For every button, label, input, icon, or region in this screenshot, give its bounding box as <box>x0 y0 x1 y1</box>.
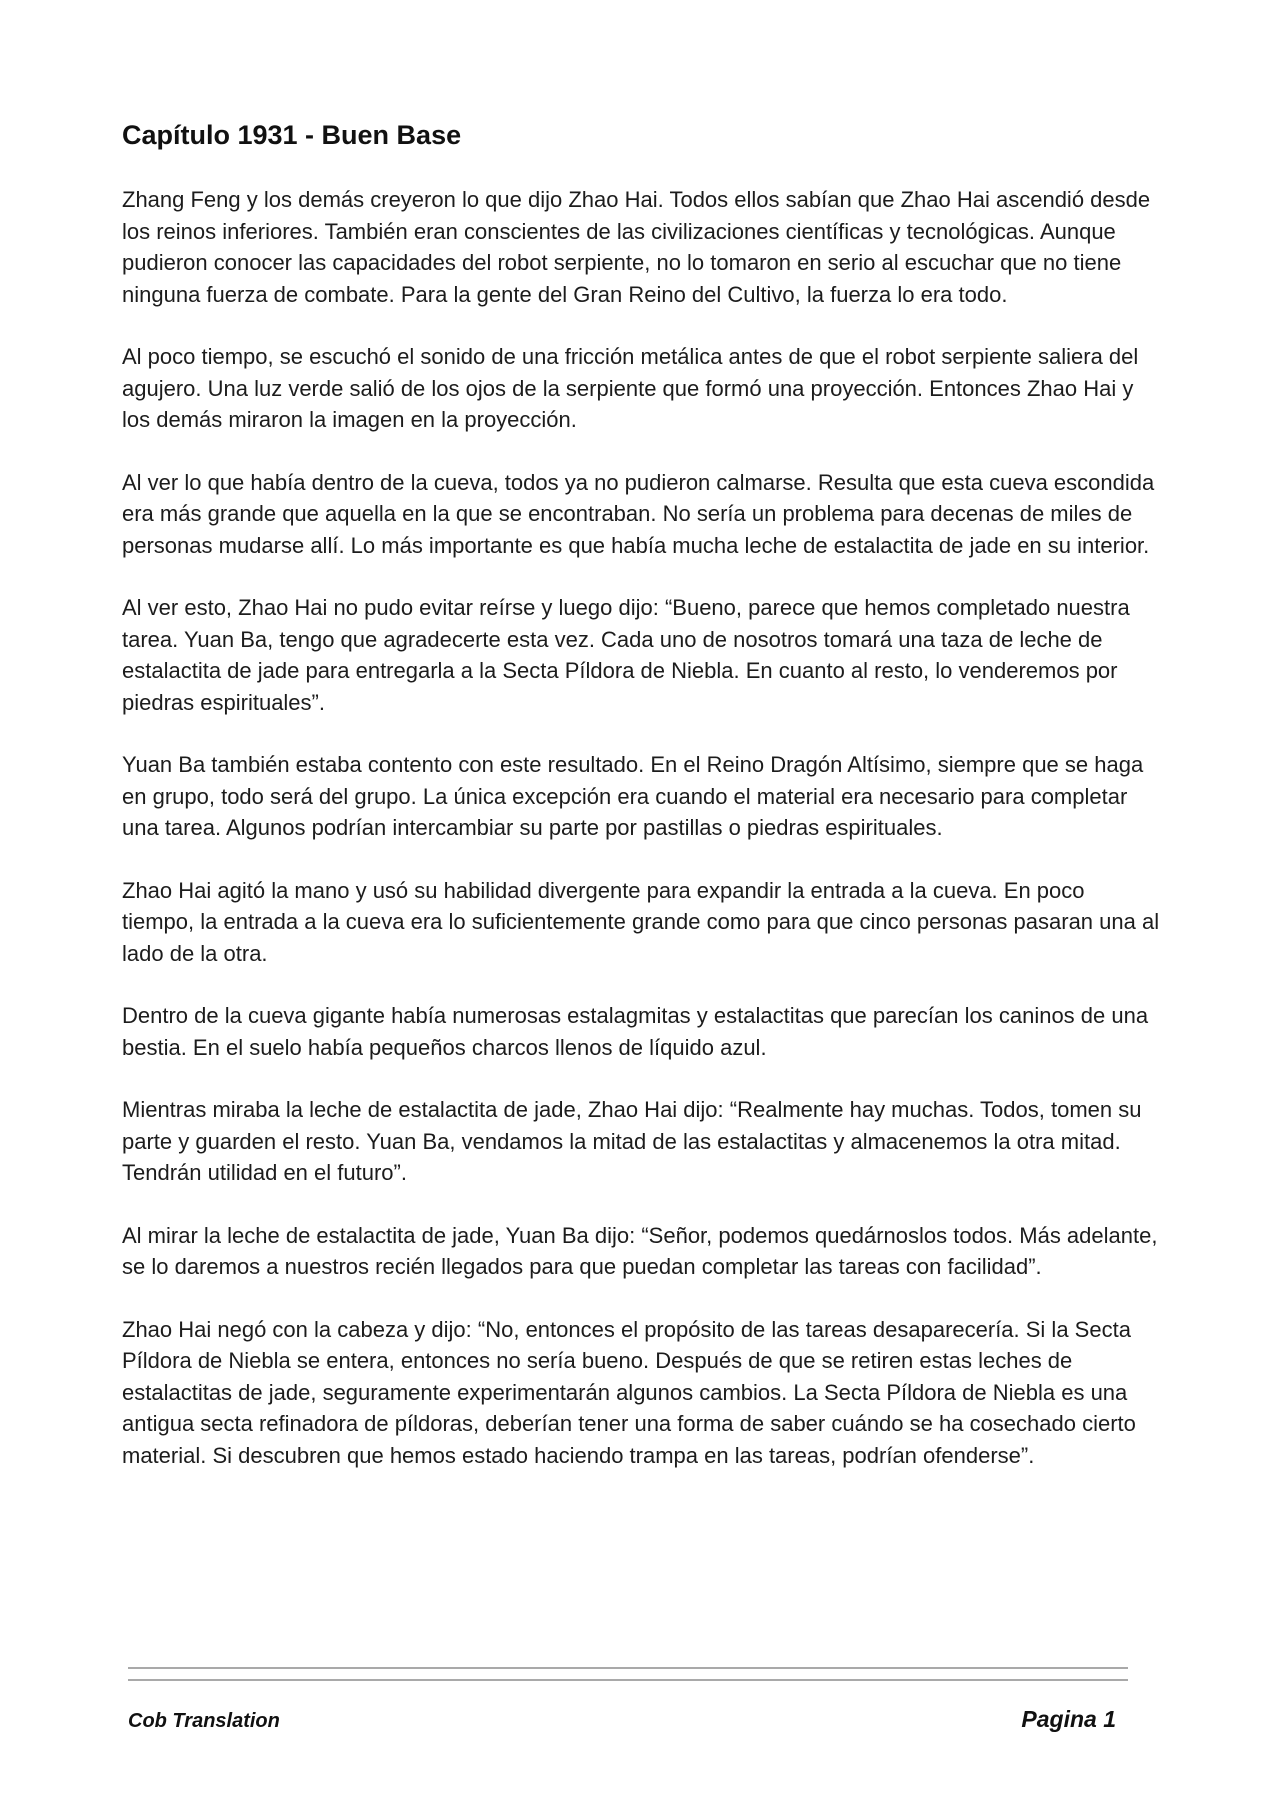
paragraph: Zhao Hai negó con la cabeza y dijo: “No, entonces el propósito de las tareas desaparecería. Si la Secta Píldora de Niebla se entera, entonces no sería bueno. Después de que se retiren estas leches de estalactitas de jade, seguramente experimentarán algunos cambios. La Secta Píldora de Niebla es una antigua secta refinadora de píldoras, deberían tener una forma de saber cuándo se ha cosechado cierto material. Si descubren que hemos estado haciendo trampa en las tareas, podrían ofenderse”. <box>122 1316 1136 1468</box>
chapter-title: Capítulo 1931 - Buen Base <box>122 120 462 150</box>
paragraph: Al ver lo que había dentro de la cueva, todos ya no pudieron calmarse. Resulta que esta cueva escondida era más grande que aquella en la que se encontraban. No sería un problema para decenas de miles de personas mudarse allí. Lo más importante es que había mucha leche de estalactita de jade en su interior. <box>122 469 1155 558</box>
paragraph: Dentro de la cueva gigante había numerosas estalagmitas y estalactitas que parecían los caninos de una bestia. En el suelo había pequeños charcos llenos de líquido azul. <box>122 1003 1149 1060</box>
footer-divider <box>128 1667 1128 1669</box>
paragraph: Al ver esto, Zhao Hai no pudo evitar reírse y luego dijo: “Bueno, parece que hemos completado nuestra tarea. Yuan Ba, tengo que agradecerte esta vez. Cada uno de nosotros tomará una taza de leche de estalactita de jade para entregarla a la Secta Píldora de Niebla. En cuanto al resto, lo venderemos por piedras espirituales”. <box>122 595 1130 715</box>
paragraph: Zhang Feng y los demás creyeron lo que dijo Zhao Hai. Todos ellos sabían que Zhao Hai ascendió desde los reinos inferiores. También eran conscientes de las civilizaciones científicas y tecnológicas. Aunque pudieron conocer las capacidades del robot serpiente, no lo tomaron en serio al escuchar que no tiene ninguna fuerza de combate. Para la gente del Gran Reino del Cultivo, la fuerza lo era todo. <box>122 187 1151 307</box>
paragraph: Mientras miraba la leche de estalactita de jade, Zhao Hai dijo: “Realmente hay muchas. Todos, tomen su parte y guarden el resto. Yuan Ba, vendamos la mitad de las estalactitas y almacenemos la otra mitad. Tendrán utilidad en el futuro”. <box>122 1097 1142 1185</box>
footer-credit: Cob Translation <box>128 1710 280 1732</box>
paragraph: Al poco tiempo, se escuchó el sonido de una fricción metálica antes de que el robot serpiente saliera del agujero. Una luz verde salió de los ojos de la serpiente que formó una proyección. Entonces Zhao Hai y los demás miraron la imagen en la proyección. <box>122 344 1139 432</box>
page-number: Pagina 1 <box>1021 1706 1116 1732</box>
paragraph: Al mirar la leche de estalactita de jade, Yuan Ba dijo: “Señor, podemos quedárnoslos todos. Más adelante, se lo daremos a nuestros recién llegados para que puedan completar las tareas con facilidad”. <box>122 1222 1158 1279</box>
paragraph: Yuan Ba también estaba contento con este resultado. En el Reino Dragón Altísimo, siempre que se haga en grupo, todo será del grupo. La única excepción era cuando el material era necesario para completar una tarea. Algunos podrían intercambiar su parte por pastillas o piedras espirituales. <box>122 752 1144 840</box>
paragraph: Zhao Hai agitó la mano y usó su habilidad divergente para expandir la entrada a la cueva. En poco tiempo, la entrada a la cueva era lo suficientemente grande como para que cinco personas pasaran una al lado de la otra. <box>122 877 1160 966</box>
chapter-body <box>122 184 1162 1502</box>
footer-divider <box>128 1679 1128 1681</box>
